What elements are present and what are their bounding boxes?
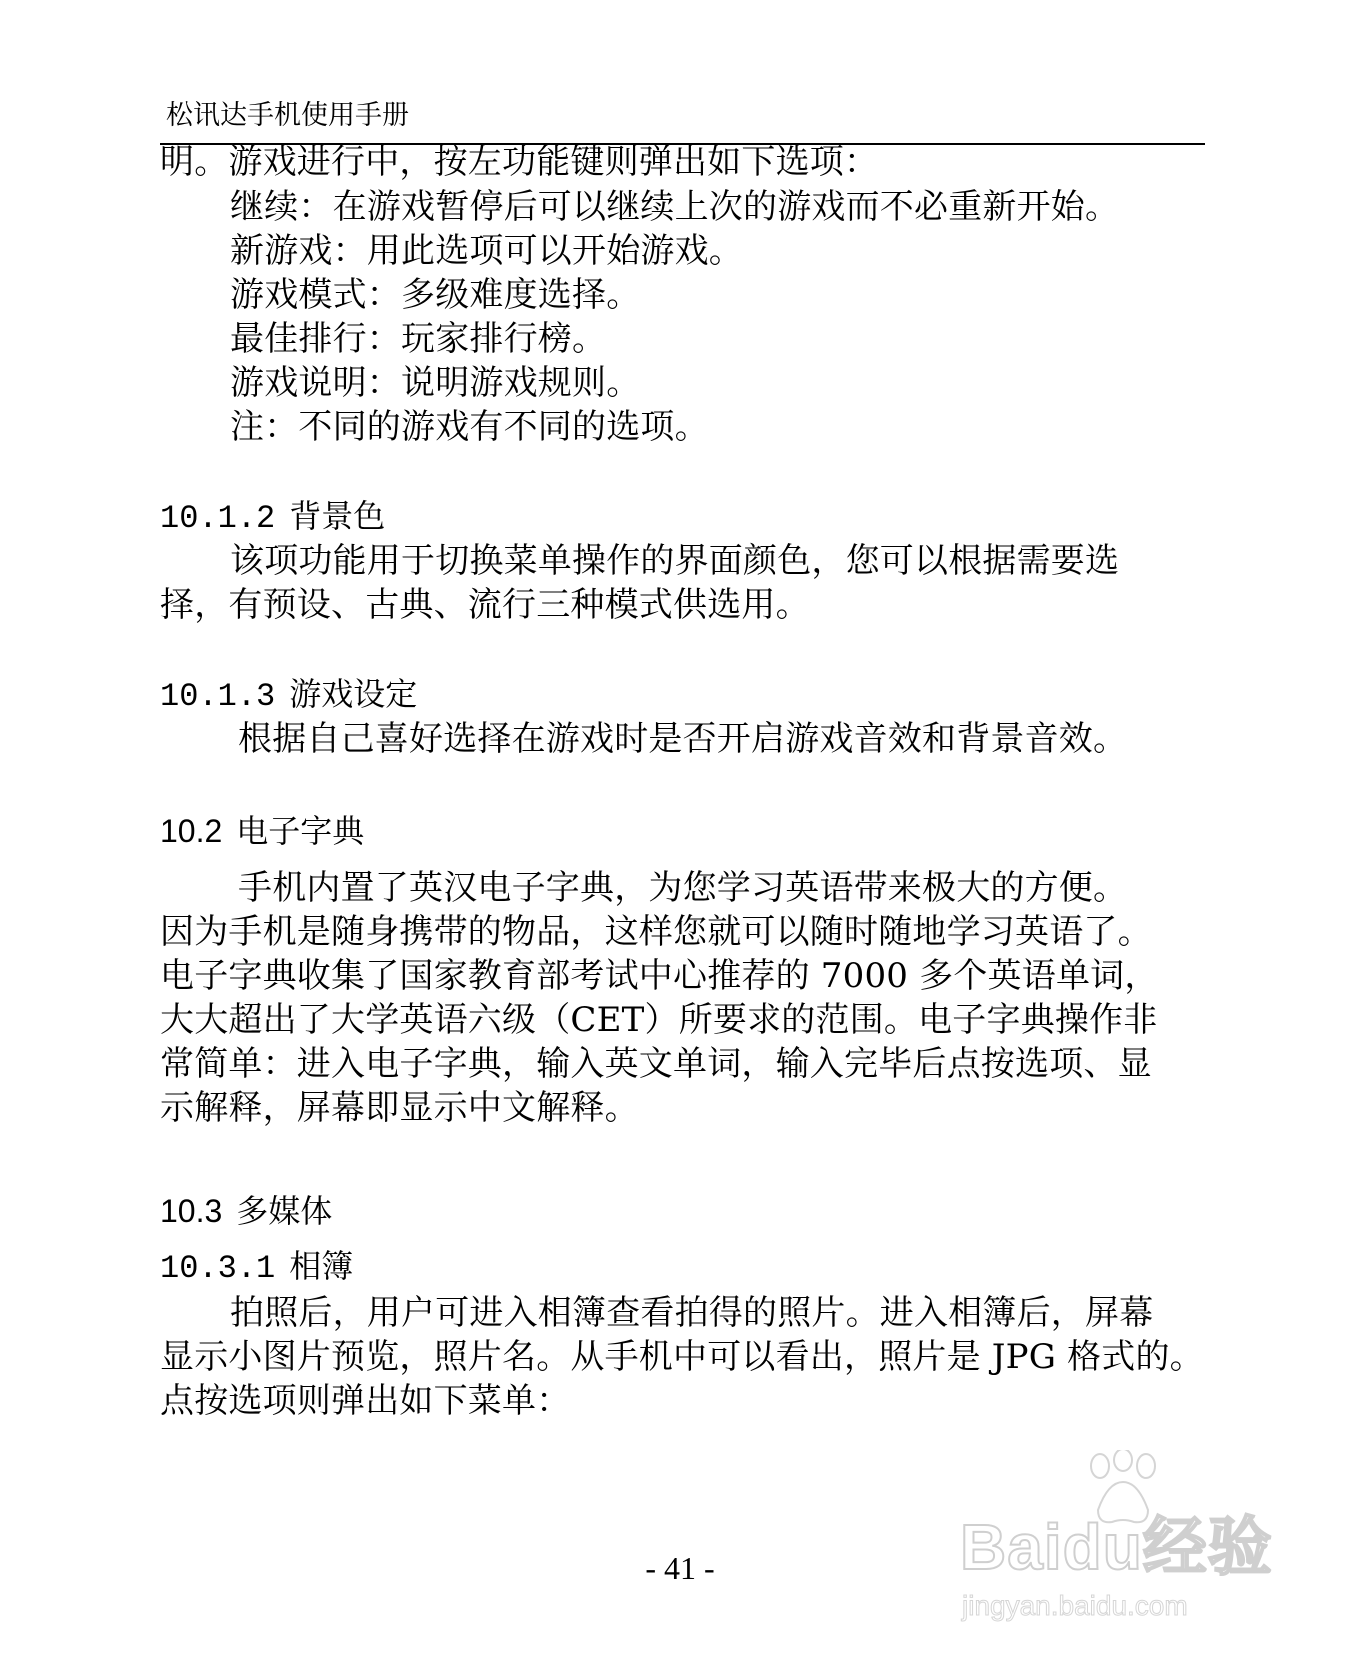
paragraph-line: 电子字典收集了国家教育部考试中心推荐的 7000 多个英语单词， xyxy=(160,956,1159,996)
paragraph-line: 示解释，屏幕即显示中文解释。 xyxy=(160,1088,639,1128)
heading-title: 相簿 xyxy=(289,1247,354,1285)
option-game-mode: 游戏模式：多级难度选择。 xyxy=(230,275,641,315)
paragraph-line: 拍照后，用户可进入相簿查看拍得的照片。进入相簿后，屏幕 xyxy=(230,1293,1154,1333)
heading-number: 10.1.3 xyxy=(160,678,276,715)
paragraph-line: 该项功能用于切换菜单操作的界面颜色，您可以根据需要选 xyxy=(230,541,1120,581)
heading-title: 多媒体 xyxy=(236,1192,333,1230)
paragraph-line: 显示小图片预览，照片名。从手机中可以看出，照片是 JPG 格式的。 xyxy=(160,1337,1204,1377)
option-game-help: 游戏说明：说明游戏规则。 xyxy=(230,363,641,403)
paragraph-line: 常简单：进入电子字典，输入英文单词，输入完毕后点按选项、显 xyxy=(160,1044,1152,1084)
option-continue: 继续：在游戏暂停后可以继续上次的游戏而不必重新开始。 xyxy=(230,187,1120,227)
heading-title: 游戏设定 xyxy=(289,675,418,713)
paragraph-line: 大大超出了大学英语六级（CET）所要求的范围。电子字典操作非 xyxy=(160,1000,1158,1040)
heading-title: 电子字典 xyxy=(236,812,365,850)
paragraph-line: 根据自己喜好选择在游戏时是否开启游戏音效和背景音效。 xyxy=(238,719,1128,759)
heading-number: 10.3 xyxy=(160,1193,223,1229)
paragraph-line: 择，有预设、古典、流行三种模式供选用。 xyxy=(160,585,810,625)
paragraph-line: 手机内置了英汉电子字典，为您学习英语带来极大的方便。 xyxy=(238,868,1128,908)
heading-number: 10.2 xyxy=(160,813,223,849)
heading-10-2 xyxy=(160,810,364,852)
baidu-jingyan-watermark xyxy=(960,1450,1290,1630)
heading-number: 10.3.1 xyxy=(160,1250,276,1287)
paragraph-line: 点按选项则弹出如下菜单： xyxy=(160,1381,571,1421)
heading-10-3 xyxy=(160,1190,332,1232)
option-note: 注：不同的游戏有不同的选项。 xyxy=(230,407,709,447)
watermark-url: jingyan.baidu.com xyxy=(962,1590,1188,1621)
heading-title: 背景色 xyxy=(289,497,386,535)
watermark-logo: Baidu经验 xyxy=(960,1511,1273,1583)
heading-10-3-1 xyxy=(160,1245,353,1290)
option-high-score: 最佳排行：玩家排行榜。 xyxy=(230,319,607,359)
page-number: - 41 - xyxy=(645,1550,715,1586)
heading-10-1-3 xyxy=(160,673,417,718)
intro-line: 明。游戏进行中，按左功能键则弹出如下选项： xyxy=(160,142,879,182)
heading-number: 10.1.2 xyxy=(160,500,276,537)
paragraph-line: 因为手机是随身携带的物品，这样您就可以随时随地学习英语了。 xyxy=(160,912,1152,952)
running-header: 松讯达手机使用手册 xyxy=(166,100,409,131)
heading-10-1-2 xyxy=(160,495,385,540)
option-new-game: 新游戏：用此选项可以开始游戏。 xyxy=(230,231,743,271)
